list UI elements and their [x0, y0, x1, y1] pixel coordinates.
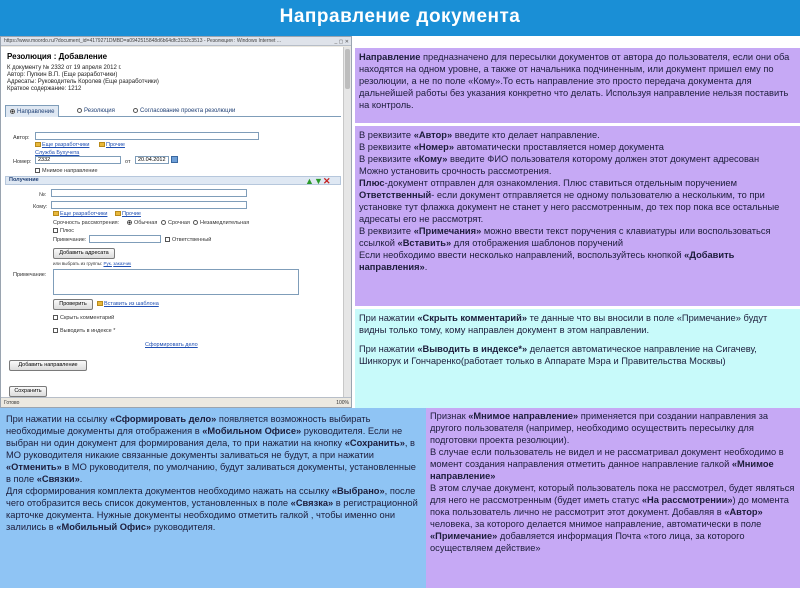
- doc-line: К документу № 2332 от 19 апреля 2012 г.: [7, 65, 122, 71]
- check-button[interactable]: Проверить: [53, 299, 93, 310]
- urgency-immediate[interactable]: Незамедлительная: [193, 220, 249, 226]
- checkbox-icon: [53, 328, 58, 333]
- radio-icon: [161, 220, 166, 225]
- arrow-up-icon[interactable]: ▲: [305, 176, 314, 186]
- author-input[interactable]: [35, 132, 259, 140]
- folder-icon: [99, 142, 105, 147]
- link-other[interactable]: Прочие: [99, 142, 125, 148]
- form-area: [1, 47, 345, 399]
- show-in-index-checkbox[interactable]: Выводить в индексе *: [53, 328, 115, 334]
- comment-label: Примечание:: [13, 272, 47, 278]
- close-icon[interactable]: ✕: [323, 176, 331, 186]
- doc-info: [1, 63, 345, 95]
- tab-direction[interactable]: Направление: [5, 105, 59, 117]
- add-addressee-button[interactable]: Добавить адресата: [53, 248, 115, 259]
- tab-radio-icon: [133, 108, 138, 113]
- panel-fake-direction: Признак «Мнимое направление» применяется при создании направления за другого пользователя (например, необходимо осуществить пересылку для подготовки проекта резолюции). В случае если пользователь не видел и не рассматривал документ необходимо в момент создания направления отметить данное направление галкой «Мнимое направление» В этом случае документ, который пользователь пока не рассмотрел, будет являться для него не рассмотренным (будет иметь статус «На рассмотрении») до момента пока пользователь лично не рассмотрит этот документ. Добавляя в «Автор» человека, за которого делается мнимое направление, автоматически в поле «Примечание» добавляется информация Почта «того лица, за которого осуществляем действие»: [426, 408, 800, 588]
- urgency-normal[interactable]: Обычная: [127, 220, 157, 226]
- groups-hint: или выбрать из группы: Рук. заказчик: [53, 261, 132, 266]
- radio-icon: [127, 220, 132, 225]
- radio-icon: [193, 220, 198, 225]
- note-input[interactable]: [89, 235, 161, 243]
- summary-line: Краткое содержание: 1212: [7, 86, 82, 92]
- no-label: №:: [39, 192, 47, 198]
- author-label: Автор:: [13, 135, 30, 141]
- panel-comment-index: При нажатии «Скрыть комментарий» те данные что вы вносили в поле «Примечание» будут видны только тому, кому направлен документ в этом направлении. При нажатии «Выводить в индексе*» делается автоматическое направление на Сигачеву, Шинкорук и Гончаренко(работает только в Аппарате Мэра и Правительства Москвы): [355, 309, 800, 408]
- panel-form-case: При нажатии на ссылку «Сформировать дело» появляется возможность выбирать необходимые документы для отображения в «Мобильном Офисе» руководителя. Если не выбран ни один документ для формирования дела, то при нажатии на кнопку «Сохранить», в МО руководителя никакие связанные документы заливаться не будут, а при нажатии «Отменить» в МО руководителя, по умолчанию, будут заливаться документы, установленные в поле «Связки». Для сформирования комплекта документов необходимо нажать на ссылку «Выбрано», после чего отобразится весь список документов, установленных в поле «Связка» в регистрационной карточке документа. Нужные документы необходимо отметить галкой , чтобы именно они залились в «Мобильный Офис» руководителя.: [0, 408, 426, 588]
- add-direction-button[interactable]: Добавить направление: [9, 360, 87, 371]
- checkbox-icon: [53, 228, 58, 233]
- checkbox-icon: [53, 315, 58, 320]
- window-address-bar: [1, 37, 351, 46]
- plus-checkbox[interactable]: Плюс: [53, 228, 74, 234]
- section-receiving: Получение: [5, 176, 341, 185]
- window-scrollbar[interactable]: [343, 47, 351, 399]
- link-other-2[interactable]: Прочие: [115, 211, 141, 217]
- scrollbar-thumb[interactable]: [345, 49, 350, 89]
- responsible-checkbox[interactable]: Ответственный: [165, 237, 211, 243]
- tab-approval[interactable]: Согласование проекта резолюции: [129, 105, 239, 117]
- tab-radio-icon: [10, 109, 15, 114]
- status-text: Готово: [4, 400, 20, 406]
- checkbox-icon: [35, 168, 40, 173]
- urgency-urgent[interactable]: Срочная: [161, 220, 190, 226]
- no-input[interactable]: [51, 189, 247, 197]
- tab-resolution[interactable]: Резолюция: [73, 105, 119, 117]
- to-input[interactable]: [51, 201, 247, 209]
- checkbox-icon: [165, 237, 170, 242]
- zoom-level: 100%: [336, 400, 349, 406]
- screenshot-window: [0, 36, 352, 408]
- number-input[interactable]: 2332: [35, 156, 121, 164]
- comment-textarea[interactable]: [53, 269, 299, 295]
- form-case-link[interactable]: Сформировать дело: [145, 342, 198, 348]
- window-status-bar: [1, 397, 352, 407]
- folder-icon: [115, 211, 121, 216]
- link-more-developers[interactable]: Еще разработчики: [35, 142, 89, 148]
- tab-radio-icon: [77, 108, 82, 113]
- urgency-label: Срочность рассмотрения:: [53, 220, 120, 226]
- folder-icon: [53, 211, 59, 216]
- arrow-down-icon[interactable]: ▼: [314, 176, 323, 186]
- page-title: Направление документа: [279, 6, 521, 27]
- form-tabs: [5, 105, 341, 117]
- addressees-line: Адресаты: Руководитель Королев (Еще разработчики): [7, 79, 159, 85]
- date-input[interactable]: 20.04.2012: [135, 156, 169, 164]
- hide-comment-checkbox[interactable]: Скрыть комментарий: [53, 315, 114, 321]
- panel-fields-description: В реквизите «Автор» введите кто делает направление. В реквизите «Номер» автоматически проставляется номер документа В реквизите «Кому» введите ФИО пользователя которому должен этот документ адресован Можно установить срочность рассмотрения. Плюс-документ отправлен для ознакомления. Плюс ставиться отдельным поручением Ответственный- если документ отправляется не одному пользователю а нескольким, то при установке тут флажка документ не станет у него рассмотренным, до тех пор пока все остальные адресаты его не рассмотрят. В реквизите «Примечания» можно ввести текст поручения с клавиатуры или воспользоваться ссылкой «Вставить» для отображения шаблонов поручений Если необходимо ввести несколько направлений, воспользуйтесь кнопкой «Добавить направления».: [355, 126, 800, 306]
- note-label: Примечание:: [53, 237, 87, 243]
- link-accounting[interactable]: Служба Бухучета: [35, 150, 80, 156]
- number-label: Номер:: [13, 159, 32, 165]
- group-link-customer[interactable]: заказчик: [113, 261, 132, 266]
- date-prefix: от: [125, 159, 131, 165]
- calendar-icon[interactable]: [171, 156, 178, 163]
- fake-direction-checkbox[interactable]: Мнимое направление: [35, 168, 98, 174]
- author-line: Автор: Пупкин В.П. (Еще разработчики): [7, 72, 118, 78]
- window-url-text: https://www.moordo.ru/?document_id=4179271DMBD=a0942515848d6b64dfc3132c3513 - Резолюция : Windows Internet ...: [4, 38, 281, 44]
- folder-icon: [35, 142, 41, 147]
- window-controls[interactable]: _ ▢ ✕: [334, 39, 349, 45]
- link-more-developers-2[interactable]: Еще разработчики: [53, 211, 107, 217]
- title-bar: [0, 0, 800, 36]
- group-link-head[interactable]: Рук.: [103, 261, 112, 266]
- template-icon: [97, 301, 103, 306]
- panel-direction-purpose: Направление предназначено для пересылки документов от автора до пользователя, если они оба находятся на одном уровне, а также от начальника подчиненным, или документ пришел ему по резолюции, а не по поле «Кому».То есть направление это просто передача документа для дальнейшей работы без указания конкретно что делать. Используя направление нельзя поставить на контроль.: [355, 48, 800, 123]
- insert-template-link[interactable]: Вставить из шаблона: [97, 301, 159, 307]
- save-button[interactable]: Сохранить: [9, 386, 47, 397]
- to-label: Кому:: [33, 204, 48, 210]
- form-title: Резолюция : Добавление: [7, 52, 108, 61]
